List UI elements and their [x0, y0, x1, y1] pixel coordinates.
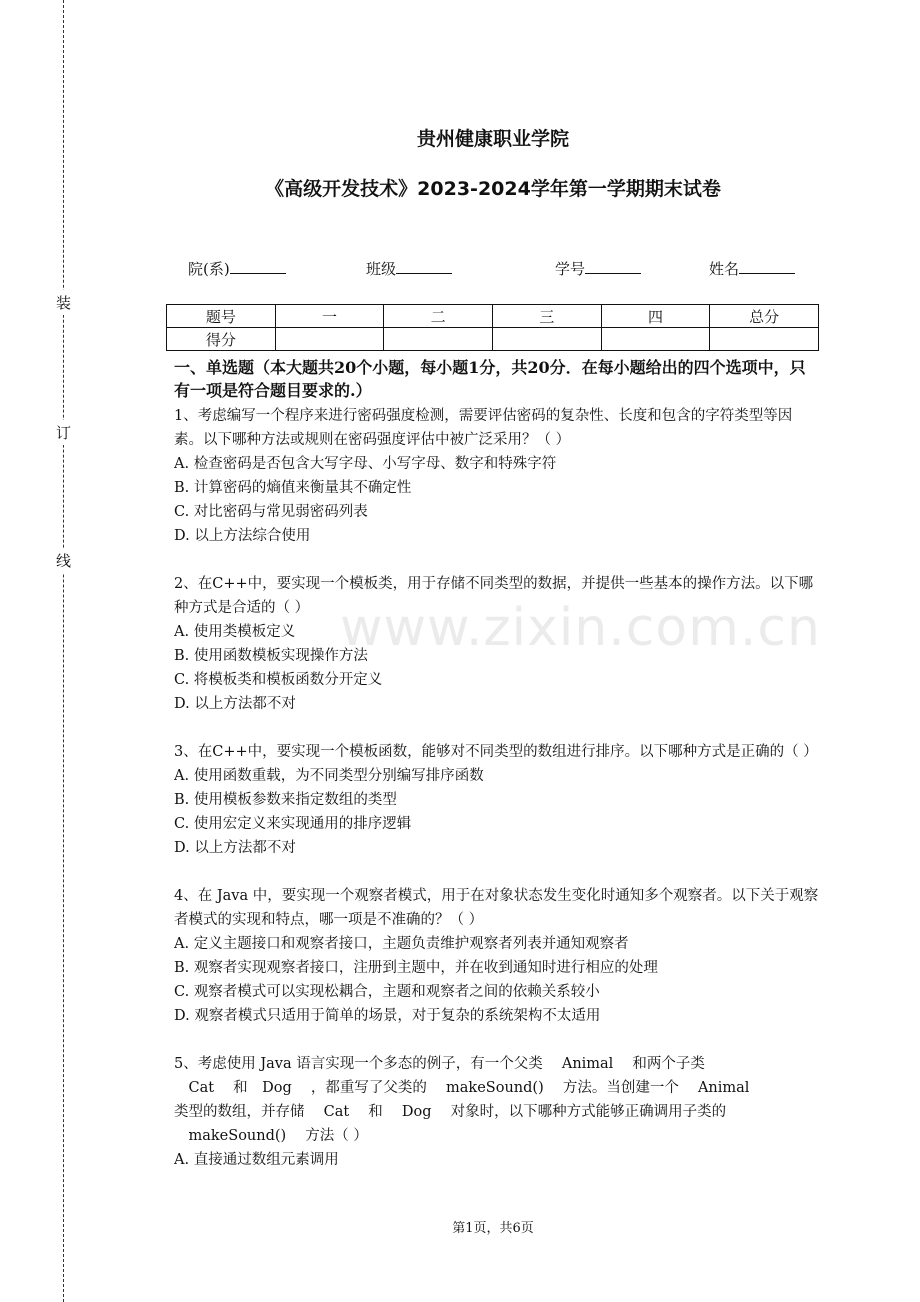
score-header-cell: 一 — [275, 305, 384, 328]
score-header-cell: 二 — [384, 305, 493, 328]
question-stem: 1、考虑编写一个程序来进行密码强度检测，需要评估密码的复杂性、长度和包含的字符类型等因素。以下哪种方法或规则在密码强度评估中被广泛采用？（ ） — [174, 408, 793, 448]
question-2 — [174, 572, 820, 716]
question-4 — [174, 884, 820, 1028]
question-1 — [174, 404, 820, 548]
option-a: A. 直接通过数组元素调用 — [174, 1152, 339, 1168]
option-c: C. 对比密码与常见弱密码列表 — [174, 504, 368, 520]
class-field[interactable] — [366, 258, 452, 279]
binding-char-ding: 订 — [56, 420, 71, 445]
dept-blank[interactable] — [230, 258, 286, 274]
score-cell[interactable] — [710, 328, 819, 351]
section-heading: 一、单选题（本大题共20个小题，每小题1分，共20分．在每小题给出的四个选项中，只有一项是符合题目要求的.） — [174, 358, 806, 400]
score-row-label: 得分 — [167, 328, 276, 351]
score-header-cell: 题号 — [167, 305, 276, 328]
option-c: C. 将模板类和模板函数分开定义 — [174, 672, 383, 688]
student-id-blank[interactable] — [585, 258, 641, 274]
binding-char-xian: 线 — [56, 548, 71, 573]
question-stem: 2、在C++中，要实现一个模板类，用于存储不同类型的数据，并提供一些基本的操作方法。以下哪种方式是合适的（ ） — [174, 576, 814, 616]
option-a: A. 定义主题接口和观察者接口，主题负责维护观察者列表并通知观察者 — [174, 936, 629, 952]
question-stem-line: Cat 和 Dog ，都重写了父类的 makeSound() 方法。当创建一个 Animal — [174, 1080, 750, 1096]
option-c: C. 观察者模式可以实现松耦合，主题和观察者之间的依赖关系较小 — [174, 984, 600, 1000]
score-header-cell: 总分 — [710, 305, 819, 328]
score-cell[interactable] — [384, 328, 493, 351]
question-stem-line: makeSound() 方法（ ） — [174, 1128, 368, 1144]
question-3 — [174, 740, 820, 860]
option-b: B. 观察者实现观察者接口，注册到主题中，并在收到通知时进行相应的处理 — [174, 960, 658, 976]
name-field[interactable] — [709, 258, 795, 279]
option-d: D. 以上方法都不对 — [174, 696, 296, 712]
score-header-cell: 三 — [492, 305, 601, 328]
student-id-label: 学号 — [555, 260, 586, 278]
watermark: www.zixin.com.cn — [340, 598, 821, 658]
binding-char-zhuang: 装 — [56, 290, 71, 315]
student-info-row — [0, 258, 920, 280]
dept-label: 院(系) — [188, 260, 230, 278]
score-header-cell: 四 — [601, 305, 710, 328]
option-b: B. 使用函数模板实现操作方法 — [174, 648, 368, 664]
student-id-field[interactable] — [555, 258, 641, 279]
page-footer: 第1页，共6页 — [452, 1221, 534, 1236]
question-stem: 4、在 Java 中，要实现一个观察者模式，用于在对象状态发生变化时通知多个观察者。以下关于观察者模式的实现和特点，哪一项是不准确的？（ ） — [174, 888, 819, 928]
score-table-header-row — [167, 305, 819, 328]
option-a: A. 检查密码是否包含大写字母、小写字母、数字和特殊字符 — [174, 456, 557, 472]
option-a: A. 使用类模板定义 — [174, 624, 296, 640]
score-cell[interactable] — [601, 328, 710, 351]
score-table-score-row — [167, 328, 819, 351]
exam-title: 《高级开发技术》2023-2024学年第一学期期末试卷 — [265, 178, 721, 200]
question-stem-line: 类型的数组，并存储 Cat 和 Dog 对象时，以下哪种方式能够正确调用子类的 — [174, 1104, 727, 1120]
question-5 — [174, 1052, 820, 1172]
score-cell[interactable] — [492, 328, 601, 351]
school-name: 贵州健康职业学院 — [416, 128, 569, 150]
question-list — [174, 404, 820, 1196]
option-d: D. 以上方法综合使用 — [174, 528, 311, 544]
name-label: 姓名 — [709, 260, 740, 278]
class-blank[interactable] — [396, 258, 452, 274]
score-table — [166, 304, 819, 351]
option-d: D. 观察者模式只适用于简单的场景，对于复杂的系统架构不太适用 — [174, 1008, 601, 1024]
name-blank[interactable] — [739, 258, 795, 274]
option-d: D. 以上方法都不对 — [174, 840, 296, 856]
class-label: 班级 — [366, 260, 397, 278]
option-c: C. 使用宏定义来实现通用的排序逻辑 — [174, 816, 412, 832]
question-stem-line: 5、考虑使用 Java 语言实现一个多态的例子，有一个父类 Animal 和两个子类 — [174, 1056, 705, 1072]
question-stem: 3、在C++中，要实现一个模板函数，能够对不同类型的数组进行排序。以下哪种方式是正确的（ ） — [174, 744, 818, 760]
score-cell[interactable] — [275, 328, 384, 351]
option-a: A. 使用函数重载，为不同类型分别编写排序函数 — [174, 768, 484, 784]
dept-field[interactable] — [188, 258, 286, 279]
option-b: B. 使用模板参数来指定数组的类型 — [174, 792, 397, 808]
option-b: B. 计算密码的熵值来衡量其不确定性 — [174, 480, 412, 496]
